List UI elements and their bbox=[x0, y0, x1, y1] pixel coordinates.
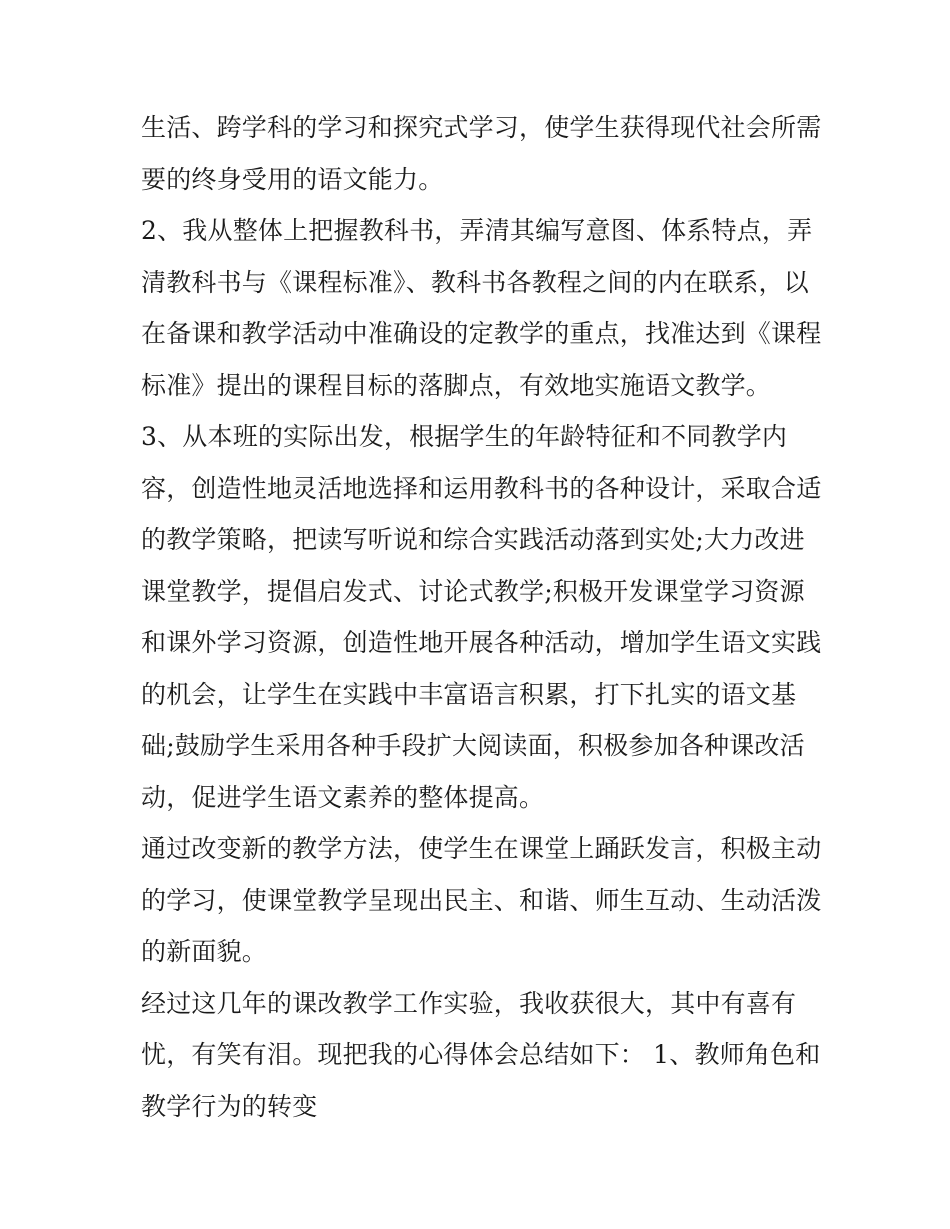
text-line: 清教科书与《课程标准》、教科书各教程之间的内在联系，以 bbox=[141, 267, 809, 297]
text-line: 课堂教学，提倡启发式、讨论式教学;积极开发课堂学习资源 bbox=[141, 576, 805, 606]
text-line: 础;鼓励学生采用各种手段扩大阅读面，积极参加各种课改活 bbox=[141, 731, 805, 760]
text-line: 经过这几年的课改教学工作实验，我收获很大，其中有喜有 bbox=[141, 988, 797, 1018]
text-line: 通过改变新的教学方法，使学生在课堂上踊跃发言，积极主动 bbox=[141, 834, 822, 863]
text-line: 动，促进学生语文素养的整体提高。 bbox=[141, 782, 545, 812]
text-line: 教学行为的转变 bbox=[141, 1091, 318, 1121]
document-body bbox=[141, 102, 821, 1132]
text-line: 容，创造性地灵活地选择和运用教科书的各种设计，采取合适 bbox=[141, 473, 822, 503]
text-line: 的教学策略，把读写听说和综合实践活动落到实处;大力改进 bbox=[141, 525, 805, 554]
text-line: 的机会，让学生在实践中丰富语言积累，打下扎实的语文基 bbox=[141, 679, 797, 709]
text-line: 2、我从整体上把握教科书，弄清其编写意图、体系特点，弄 bbox=[141, 216, 813, 245]
text-line: 忧，有笑有泪。现把我的心得体会总结如下： 1、教师角色和 bbox=[141, 1040, 821, 1069]
text-line: 要的终身受用的语文能力。 bbox=[141, 164, 444, 194]
text-line: 标准》提出的课程目标的落脚点，有效地实施语文教学。 bbox=[141, 370, 772, 400]
text-line: 3、从本班的实际出发，根据学生的年龄特征和不同教学内 bbox=[141, 422, 788, 451]
text-line: 生活、跨学科的学习和探究式学习，使学生获得现代社会所需 bbox=[141, 113, 822, 142]
text-line: 的学习，使课堂教学呈现出民主、和谐、师生互动、生动活泼 bbox=[141, 885, 822, 915]
text-line: 在备课和教学活动中准确设的定教学的重点，找准达到《课程 bbox=[141, 319, 822, 348]
text-line: 和课外学习资源，创造性地开展各种活动，增加学生语文实践 bbox=[141, 628, 822, 657]
text-line: 的新面貌。 bbox=[141, 937, 268, 966]
